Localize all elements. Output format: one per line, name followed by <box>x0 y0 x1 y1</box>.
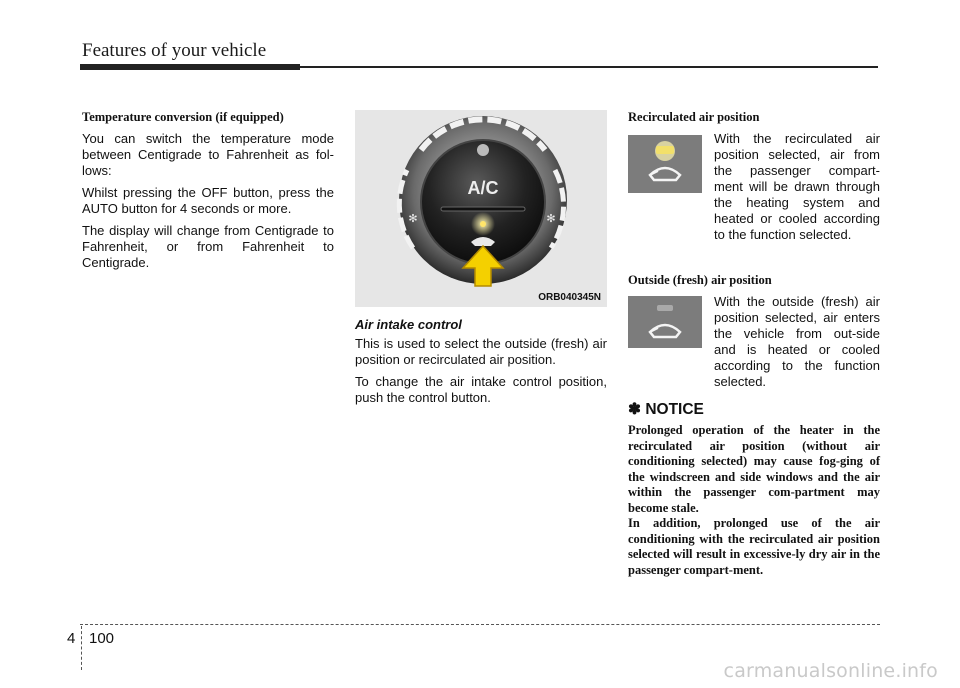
watermark: carmanualsonline.info <box>723 660 938 682</box>
page-header-title: Features of your vehicle <box>82 40 267 61</box>
ac-control-knob-illustration <box>355 110 607 307</box>
notice-title: NOTICE <box>645 401 704 418</box>
paragraph: You can switch the temperature mode between Centigrade to Fahrenheit as fol-lows: <box>82 131 334 178</box>
column-temperature-conversion <box>82 110 334 277</box>
outside-air-heading: Outside (fresh) air position <box>628 273 772 287</box>
svg-text:✻: ✻ <box>546 213 556 225</box>
recirculated-air-button-icon <box>628 135 702 193</box>
header-rule <box>80 66 878 68</box>
paragraph: Whilst pressing the OFF button, press the AUTO button for 4 seconds or more. <box>82 185 334 216</box>
recirculated-air-block <box>628 131 880 243</box>
column-air-positions <box>628 110 880 578</box>
air-intake-control-figure <box>355 110 607 307</box>
outside-air-block <box>628 294 880 390</box>
ac-button-label: A/C <box>467 178 499 198</box>
figure-caption: Air intake control <box>355 317 462 332</box>
page-number: 100 <box>89 630 115 647</box>
outside-air-button-icon <box>628 296 702 348</box>
svg-text:✻: ✻ <box>408 213 418 225</box>
notice-paragraph: In addition, prolonged use of the air conditioning with the recirculated air position selected will result in excessive-ly dry air in the passenger compart-ment. <box>628 516 880 577</box>
temperature-conversion-heading: Temperature conversion (if equipped) <box>82 110 284 124</box>
notice-heading <box>628 400 880 419</box>
chapter-number: 4 <box>67 630 76 647</box>
paragraph: This is used to select the outside (fresh) air position or recirculated air position. <box>355 336 607 367</box>
figure-code: ORB040345N <box>538 292 601 303</box>
recirculated-air-description: With the recirculated air position selected, air from the passenger compart-ment will be drawn through the heating system and heated or cooled according to the function selected. <box>714 131 880 242</box>
notice-symbol-icon: ✽ <box>628 401 641 418</box>
notice-paragraph: Prolonged operation of the heater in the recirculated air position (without air conditioning selected) may cause fog-ging of the windscreen and side windows and the air within the passenger com-partment may become stale. <box>628 423 880 515</box>
footer-dashed-rule <box>80 624 880 625</box>
recirculated-air-heading: Recirculated air position <box>628 110 760 124</box>
outside-air-description: With the outside (fresh) air position selected, air enters the vehicle from out-side and is heated or cooled according to the function selected. <box>714 294 880 389</box>
column-air-intake-control <box>355 110 607 412</box>
footer-dashed-divider <box>81 626 82 670</box>
paragraph: The display will change from Centigrade to Fahrenheit, or from Fahrenheit to Centigrade. <box>82 223 334 270</box>
paragraph: To change the air intake control position, push the control button. <box>355 374 607 405</box>
